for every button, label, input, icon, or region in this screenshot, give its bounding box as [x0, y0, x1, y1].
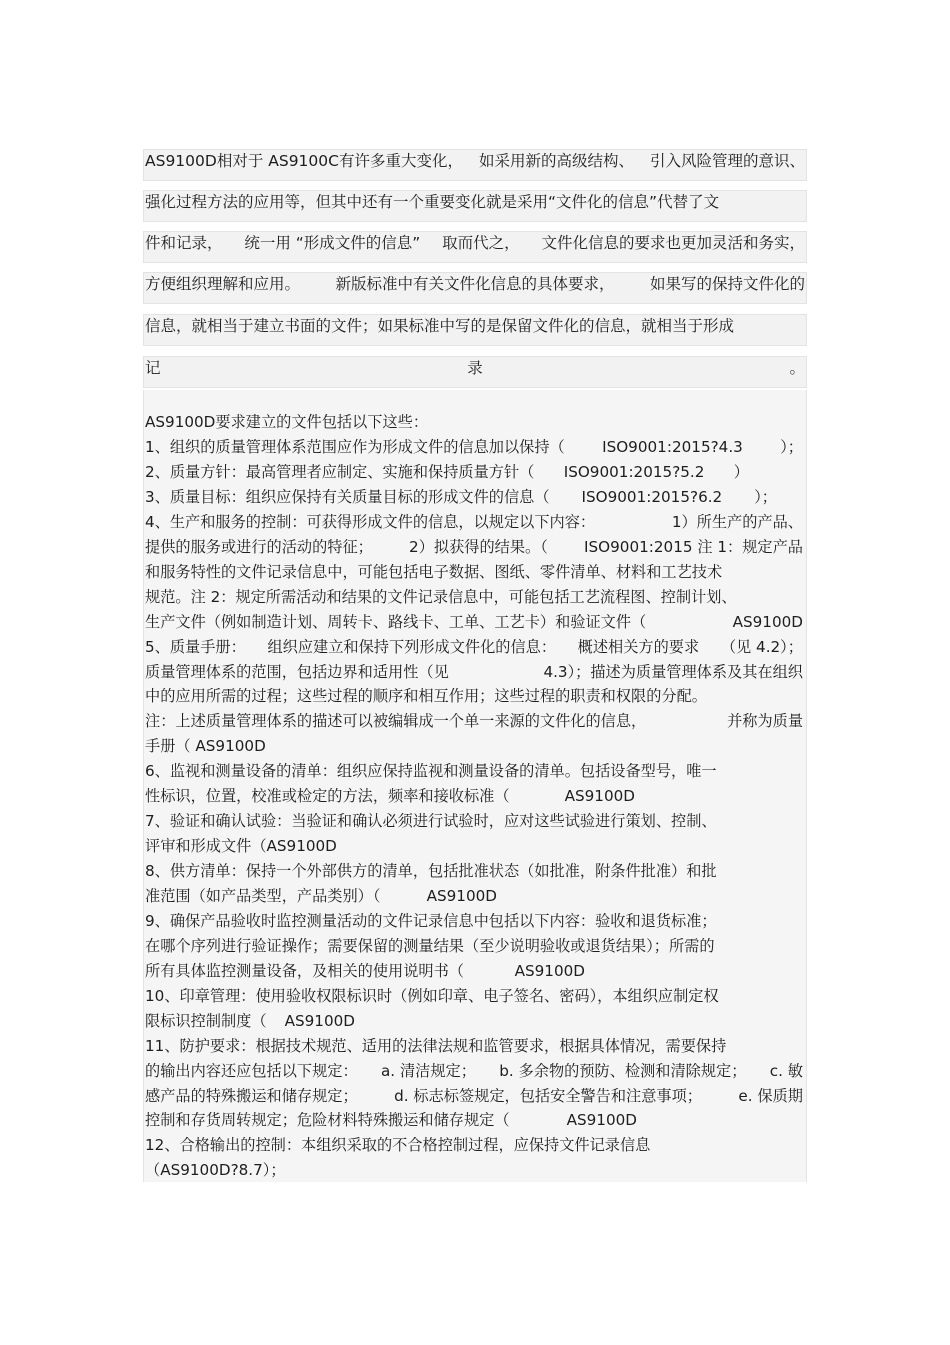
text-segment: 1）所生产的产品、	[671, 513, 803, 531]
text-segment: 中的应用所需的过程；这些过程的顺序和相互作用；这些过程的职责和权限的分配。	[145, 687, 707, 705]
text-segment: AS9100D	[284, 1012, 355, 1030]
intro-line	[145, 316, 805, 336]
body-line	[145, 986, 803, 1006]
text-segment: AS9100D	[566, 1111, 637, 1129]
text-segment: 文件化信息的要求也更加灵活和务实，	[541, 234, 805, 252]
body-line	[145, 512, 803, 532]
intro-line	[145, 358, 805, 378]
text-segment: 5、质量手册：	[145, 638, 246, 656]
body-line	[145, 736, 803, 756]
body-line	[145, 1011, 355, 1031]
text-segment: 4.3）；描述为质量管理体系及其在组织	[543, 663, 803, 681]
text-segment: ）；	[754, 488, 777, 506]
text-segment: 记	[145, 359, 161, 377]
text-segment: 2、质量方针：最高管理者应制定、实施和保持质量方针（	[145, 463, 535, 481]
text-segment: AS9100D	[732, 613, 803, 631]
text-segment: d. 标志标签规定，包括安全警告和注意事项；	[394, 1087, 702, 1105]
text-segment: 并称为质量	[727, 712, 803, 730]
text-segment: 统一用 “形成文件的信息”	[244, 234, 421, 252]
body-line	[145, 936, 803, 956]
text-segment: 件和记录，	[145, 234, 223, 252]
text-segment: 12、合格输出的控制：本组织采取的不合格控制过程，应保持文件记录信息	[145, 1136, 651, 1154]
body-line	[145, 1110, 637, 1130]
text-segment: ISO9001:2015?6.2	[581, 488, 723, 506]
text-segment: 如果写的保持文件化的	[649, 275, 805, 293]
body-line	[145, 711, 803, 731]
text-segment: 提供的服务或进行的活动的特征；	[145, 538, 373, 556]
text-segment: AS9100D	[266, 837, 337, 855]
text-segment: 限标识控制制度（	[145, 1012, 267, 1030]
text-segment: ISO9001:2015 注 1：规定产品	[584, 538, 803, 556]
body-line	[145, 412, 803, 432]
text-segment: 性标识，位置，校准或检定的方法，频率和接收标准（	[145, 787, 510, 805]
text-segment: 感产品的特殊搬运和储存规定；	[145, 1087, 358, 1105]
text-segment: AS9100D相对于 AS9100C有许多重大变化，	[145, 152, 463, 170]
text-segment: 9、确保产品验收时监控测量活动的文件记录信息中包括以下内容：验收和退货标准；	[145, 912, 717, 930]
text-segment: 质量管理体系的范围，包括边界和适用性（见	[145, 663, 449, 681]
text-segment: ）	[733, 463, 749, 481]
text-segment: AS9100D	[564, 787, 635, 805]
text-segment: AS9100D	[514, 962, 585, 980]
text-segment: 7、验证和确认试验：当验证和确认必须进行试验时，应对这些试验进行策划、控制、	[145, 812, 717, 830]
text-segment: 4、生产和服务的控制：可获得形成文件的信息，以规定以下内容：	[145, 513, 596, 531]
text-segment: 评审和形成文件（	[145, 837, 267, 855]
text-segment: 强化过程方法的应用等，但其中还有一个重要变化就是采用“文件化的信息”代替了文	[145, 193, 720, 211]
text-segment: 准范围（如产品类型，产品类别）（	[145, 887, 381, 905]
body-line	[145, 761, 803, 781]
body-line	[145, 836, 337, 856]
text-segment: 组织应建立和保持下列形成文件化的信息：	[267, 638, 557, 656]
body-line	[145, 686, 803, 706]
body-line	[145, 1061, 803, 1081]
text-segment: 10、印章管理：使用验收权限标识时（例如印章、电子签名、密码），本组织应制定权	[145, 987, 719, 1005]
text-segment: 录	[467, 359, 483, 377]
text-segment: 信息，就相当于建立书面的文件；如果标准中写的是保留文件化的信息，就相当于形成	[145, 317, 735, 335]
text-segment: b. 多余物的预防、检测和清除规定；	[499, 1062, 747, 1080]
body-line	[145, 537, 803, 557]
text-segment: 如采用新的高级结构、	[478, 152, 634, 170]
body-line	[145, 961, 585, 981]
text-segment: 引入风险管理的意识、	[649, 152, 805, 170]
intro-line	[145, 192, 805, 212]
text-segment: 取而代之，	[442, 234, 520, 252]
text-segment: 。	[789, 359, 805, 377]
intro-line	[145, 274, 805, 294]
body-line	[145, 587, 803, 607]
text-segment: 在哪个序列进行验证操作；需要保留的测量结果（至少说明验收或退货结果）；所需的	[145, 937, 715, 955]
body-line	[145, 1036, 803, 1056]
text-segment: AS9100D	[426, 887, 497, 905]
body-line	[145, 562, 803, 582]
text-segment: a. 清洁规定；	[381, 1062, 476, 1080]
text-segment: 2）拟获得的结果。（	[409, 538, 548, 556]
text-segment: 8、供方清单：保持一个外部供方的清单，包括批准状态（如批准，附条件批准）和批	[145, 862, 717, 880]
intro-line	[145, 151, 805, 171]
text-segment: 生产文件（例如制造计划、周转卡、路线卡、工单、工艺卡）和验证文件（	[145, 613, 647, 631]
intro-line	[145, 233, 805, 253]
text-segment: 新版标准中有关文件化信息的具体要求，	[335, 275, 615, 293]
body-line	[145, 1086, 803, 1106]
text-segment: 和服务特性的文件记录信息中，可能包括电子数据、图纸、零件清单、材料和工艺技术	[145, 563, 723, 581]
text-segment: 11、防护要求：根据技术规范、适用的法律法规和监管要求，根据具体情况，需要保持	[145, 1037, 727, 1055]
text-segment: （AS9100D?8.7）；	[145, 1161, 286, 1179]
text-segment: 手册（ AS9100D	[145, 737, 266, 755]
text-segment: 注：上述质量管理体系的描述可以被编辑成一个单一来源的文件化的信息，	[145, 712, 647, 730]
text-segment: 概述相关方的要求	[577, 638, 700, 656]
body-line	[145, 637, 803, 657]
text-segment: 所有具体监控测量设备，及相关的使用说明书（	[145, 962, 464, 980]
text-segment: ISO9001:2015?4.3	[602, 438, 743, 456]
body-line	[145, 662, 803, 682]
text-segment: 6、监视和测量设备的清单：组织应保持监视和测量设备的清单。包括设备型号，唯一	[145, 762, 717, 780]
body-line	[145, 462, 749, 482]
body-line	[145, 886, 497, 906]
body-line	[145, 437, 803, 457]
text-segment: 1、组织的质量管理体系范围应作为形成文件的信息加以保持（	[145, 438, 565, 456]
text-segment: 规范。注 2：规定所需活动和结果的文件记录信息中，可能包括工艺流程图、控制计划、	[145, 588, 737, 606]
body-line	[145, 911, 803, 931]
text-segment: AS9100D要求建立的文件包括以下这些：	[145, 413, 429, 431]
body-line	[145, 1160, 803, 1180]
text-segment: c. 敏	[769, 1062, 803, 1080]
body-line	[145, 811, 803, 831]
text-segment: ISO9001:2015?5.2	[563, 463, 705, 481]
text-segment: e. 保质期	[738, 1087, 803, 1105]
body-line	[145, 786, 635, 806]
text-segment: 的输出内容还应包括以下规定：	[145, 1062, 358, 1080]
body-line	[145, 487, 777, 507]
body-line	[145, 861, 803, 881]
text-segment: （见 4.2）；	[720, 638, 803, 656]
text-segment: 3、质量目标：组织应保持有关质量目标的形成文件的信息（	[145, 488, 550, 506]
body-line	[145, 1135, 803, 1155]
text-segment: 控制和存货周转规定；危险材料特殊搬运和储存规定（	[145, 1111, 510, 1129]
text-segment: ）；	[780, 438, 803, 456]
text-segment: 方便组织理解和应用。	[145, 275, 301, 293]
body-line	[145, 612, 803, 632]
